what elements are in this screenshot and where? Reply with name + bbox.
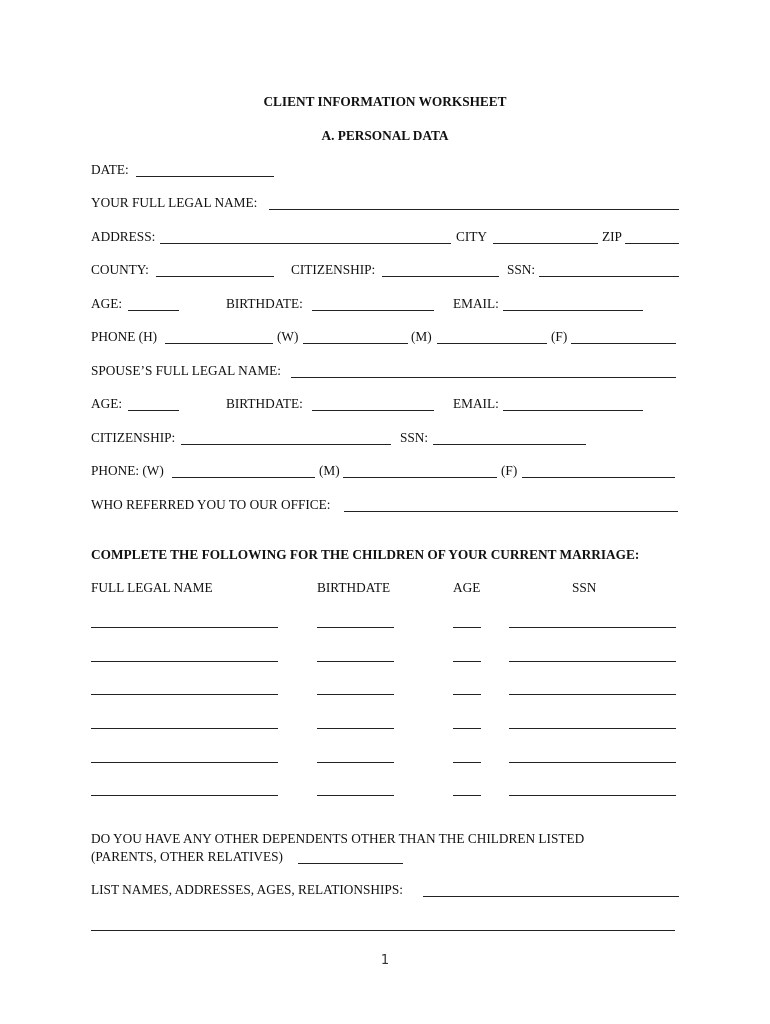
email-field[interactable] — [503, 310, 643, 311]
spouse-citizenship-label: CITIZENSHIP: — [91, 430, 176, 445]
phone-w-label: (W) — [277, 329, 299, 344]
spouse-phone-f-field[interactable] — [522, 477, 675, 478]
child-1-birthdate-field[interactable] — [317, 627, 394, 628]
column-full-legal-name: FULL LEGAL NAME — [91, 580, 213, 595]
referral-field[interactable] — [344, 511, 678, 512]
child-1-ssn-field[interactable] — [509, 627, 676, 628]
child-3-birthdate-field[interactable] — [317, 694, 394, 695]
spouse-phone-m-field[interactable] — [343, 477, 497, 478]
dependents-answer-field[interactable] — [298, 863, 403, 864]
full-name-field[interactable] — [269, 209, 679, 210]
child-1-age-field[interactable] — [453, 627, 481, 628]
spouse-name-field[interactable] — [291, 377, 676, 378]
form-title: CLIENT INFORMATION WORKSHEET — [263, 94, 507, 109]
phone-m-label: (M) — [411, 329, 432, 344]
citizenship-label: CITIZENSHIP: — [291, 262, 376, 277]
spouse-phone-m-label: (M) — [319, 463, 340, 478]
citizenship-field[interactable] — [382, 276, 499, 277]
date-label: DATE: — [91, 162, 129, 177]
child-2-ssn-field[interactable] — [509, 661, 676, 662]
child-4-age-field[interactable] — [453, 728, 481, 729]
dependents-question-line2: (PARENTS, OTHER RELATIVES) — [91, 849, 283, 864]
column-age: AGE — [453, 580, 481, 595]
dependents-list-label: LIST NAMES, ADDRESSES, AGES, RELATIONSHIPS: — [91, 882, 403, 897]
column-birthdate: BIRTHDATE — [317, 580, 391, 595]
phone-m-field[interactable] — [437, 343, 547, 344]
address-field[interactable] — [160, 243, 451, 244]
date-field[interactable] — [136, 176, 274, 177]
full-name-label: YOUR FULL LEGAL NAME: — [91, 195, 258, 210]
column-ssn: SSN — [572, 580, 597, 595]
child-6-ssn-field[interactable] — [509, 795, 676, 796]
age-field[interactable] — [128, 310, 179, 311]
phone-f-label: (F) — [551, 329, 568, 344]
child-3-ssn-field[interactable] — [509, 694, 676, 695]
child-5-name-field[interactable] — [91, 762, 278, 763]
child-6-birthdate-field[interactable] — [317, 795, 394, 796]
spouse-name-label: SPOUSE’S FULL LEGAL NAME: — [91, 363, 281, 378]
child-6-age-field[interactable] — [453, 795, 481, 796]
child-2-birthdate-field[interactable] — [317, 661, 394, 662]
city-label: CITY — [456, 229, 488, 244]
child-2-age-field[interactable] — [453, 661, 481, 662]
dependents-question: DO YOU HAVE ANY OTHER DEPENDENTS OTHER THAN THE CHILDREN LISTED — [91, 831, 585, 846]
phone-w-field[interactable] — [303, 343, 408, 344]
spouse-birthdate-label: BIRTHDATE: — [226, 396, 303, 411]
dependents-list-field[interactable] — [423, 896, 679, 897]
spouse-phone-w-field[interactable] — [172, 477, 315, 478]
child-3-age-field[interactable] — [453, 694, 481, 695]
phone-f-field[interactable] — [571, 343, 676, 344]
spouse-email-field[interactable] — [503, 410, 643, 411]
phone-h-field[interactable] — [165, 343, 273, 344]
spouse-phone-f-label: (F) — [501, 463, 518, 478]
county-label: COUNTY: — [91, 262, 149, 277]
email-label: EMAIL: — [453, 296, 499, 311]
ssn-field[interactable] — [539, 276, 679, 277]
child-2-name-field[interactable] — [91, 661, 278, 662]
child-4-name-field[interactable] — [91, 728, 278, 729]
children-heading: COMPLETE THE FOLLOWING FOR THE CHILDREN OF YOUR CURRENT MARRIAGE: — [91, 547, 640, 562]
spouse-ssn-field[interactable] — [433, 444, 586, 445]
child-5-ssn-field[interactable] — [509, 762, 676, 763]
dependents-list-field-2[interactable] — [91, 930, 675, 931]
section-heading: A. PERSONAL DATA — [321, 128, 449, 143]
spouse-phone-w-label: PHONE: (W) — [91, 463, 164, 478]
child-5-age-field[interactable] — [453, 762, 481, 763]
city-field[interactable] — [493, 243, 598, 244]
spouse-ssn-label: SSN: — [400, 430, 429, 445]
phone-h-label: PHONE (H) — [91, 329, 158, 344]
ssn-label: SSN: — [507, 262, 536, 277]
spouse-age-field[interactable] — [128, 410, 179, 411]
child-6-name-field[interactable] — [91, 795, 278, 796]
county-field[interactable] — [156, 276, 274, 277]
child-5-birthdate-field[interactable] — [317, 762, 394, 763]
age-label: AGE: — [91, 296, 123, 311]
spouse-citizenship-field[interactable] — [181, 444, 391, 445]
child-1-name-field[interactable] — [91, 627, 278, 628]
spouse-age-label: AGE: — [91, 396, 123, 411]
spouse-birthdate-field[interactable] — [312, 410, 434, 411]
child-3-name-field[interactable] — [91, 694, 278, 695]
page-number: 1 — [380, 953, 390, 968]
birthdate-label: BIRTHDATE: — [226, 296, 303, 311]
referral-label: WHO REFERRED YOU TO OUR OFFICE: — [91, 497, 331, 512]
zip-label: ZIP — [602, 229, 622, 244]
child-4-birthdate-field[interactable] — [317, 728, 394, 729]
address-label: ADDRESS: — [91, 229, 156, 244]
spouse-email-label: EMAIL: — [453, 396, 499, 411]
child-4-ssn-field[interactable] — [509, 728, 676, 729]
zip-field[interactable] — [625, 243, 679, 244]
birthdate-field[interactable] — [312, 310, 434, 311]
